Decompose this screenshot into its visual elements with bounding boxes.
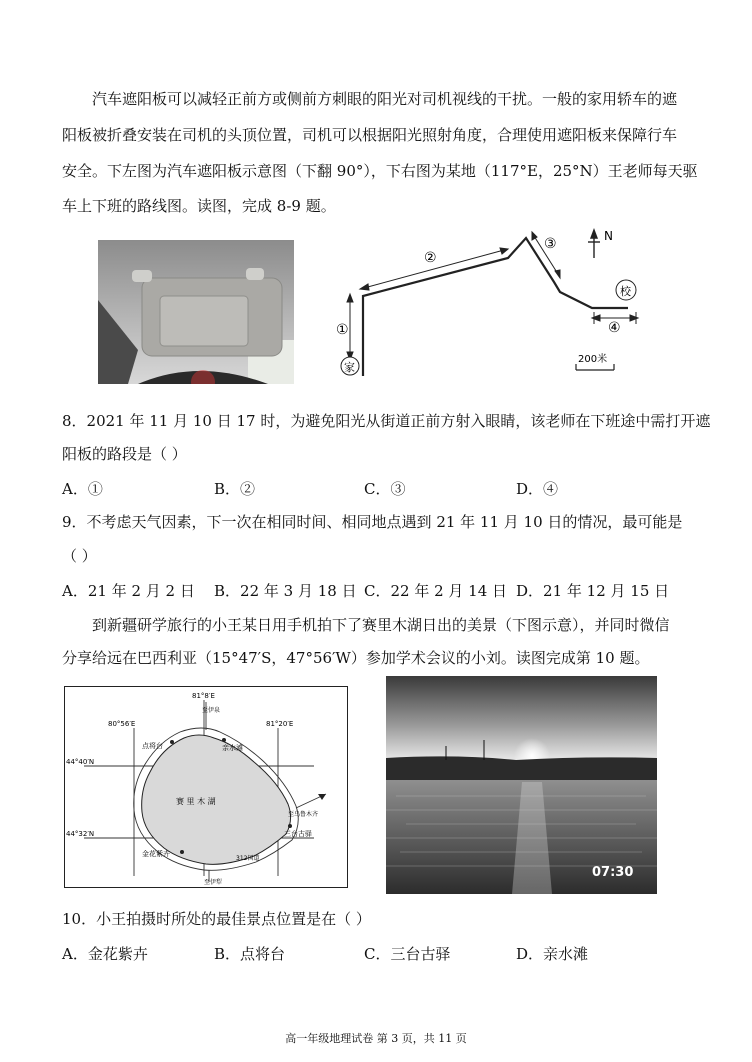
q10-option-b[interactable]: B．点将台 — [214, 945, 286, 963]
intro1-line-1: 汽车遮阳板可以减轻正前方或侧前方刺眼的阳光对司机视线的干扰。一般的家用轿车的遮 — [92, 90, 678, 108]
intro2-line-2: 分享给远在巴西利亚（15°47′S，47°56′W）参加学术会议的小刘。读图完成第 10 题。 — [62, 649, 650, 667]
segment-2-label: ② — [424, 250, 437, 266]
q9-line-1: 9．不考虑天气因素，下一次在相同时间、相同地点遇到 21 年 11 月 10 日的情况，最可能是 — [62, 513, 683, 531]
q9-line-2: （ ） — [62, 547, 97, 565]
intro1-line-2: 阳板被折叠安装在司机的头顶位置，司机可以根据阳光照射角度，合理使用遮阳板来保障行车 — [62, 126, 678, 144]
point-jinhuazihui — [180, 850, 184, 854]
q9-option-d[interactable]: D．21 年 12 月 15 日 — [516, 582, 670, 600]
q10-option-a[interactable]: A．金花紫卉 — [62, 945, 148, 963]
intro2-line-1: 到新疆研学旅行的小王某日用手机拍下了赛里木湖日出的美景（下图示意），并同时微信 — [92, 616, 670, 634]
lon-label-2: 80°56′E — [108, 720, 136, 728]
photo-time-label: 07:30 — [592, 865, 634, 880]
north-arrow-icon — [588, 230, 600, 258]
place-to-urumqi: 至乌鲁木齐 — [288, 811, 319, 818]
place-dianjiangtai: 点将台 — [142, 742, 163, 750]
q8-option-c[interactable]: C．③ — [364, 480, 406, 498]
home-label: 家 — [344, 361, 355, 374]
place-jinhuazihui: 金花紫卉 — [142, 850, 170, 858]
q8-line-1: 8．2021 年 11 月 10 日 17 时，为避免阳光从街道正前方射入眼睛，该老师在下班途中需打开遮 — [62, 412, 711, 430]
segment-1-label: ① — [336, 322, 349, 338]
school-label: 校 — [620, 285, 631, 298]
q10-option-c[interactable]: C．三台古驿 — [364, 945, 451, 963]
q10-option-d[interactable]: D．亲水滩 — [516, 945, 589, 963]
q8-option-a[interactable]: A．① — [62, 480, 103, 498]
q9-option-a[interactable]: A．21 年 2 月 2 日 — [62, 582, 195, 600]
sun-visor-photo — [98, 240, 294, 384]
lake-name: 赛 里 木 湖 — [176, 797, 216, 806]
lake-map — [64, 686, 348, 888]
place-santaiguyi: 三台古驿 — [284, 830, 312, 838]
segment-4-label: ④ — [608, 320, 621, 336]
q8-option-b[interactable]: B．② — [214, 480, 256, 498]
q10-line-1: 10．小王拍摄时所处的最佳景点位置是在（ ） — [62, 910, 371, 928]
place-highway-312: 312国道 — [236, 855, 260, 862]
place-north-road: 至伊泉 — [202, 707, 221, 714]
point-santaiguyi — [288, 824, 292, 828]
q9-option-b[interactable]: B．22 年 3 月 18 日 — [214, 582, 357, 600]
place-qinshuitan: 亲水滩 — [222, 744, 243, 752]
lat-label-1: 44°40′N — [66, 758, 95, 766]
route-map — [330, 226, 660, 386]
point-qinshuitan — [222, 738, 226, 742]
point-dianjiangtai — [170, 740, 174, 744]
segment-3-label: ③ — [544, 236, 557, 252]
q9-option-c[interactable]: C．22 年 2 月 14 日 — [364, 582, 508, 600]
lat-label-2: 44°32′N — [66, 830, 95, 838]
q8-line-2: 阳板的路段是（ ） — [62, 445, 187, 463]
intro1-line-3: 安全。下左图为汽车遮阳板示意图（下翻 90°），下右图为某地（117°E，25°N）王老师每天驱 — [62, 162, 698, 180]
place-to-yili: 至伊犁 — [204, 879, 223, 886]
scale-label: 200米 — [578, 354, 608, 365]
sunrise-photo — [386, 676, 657, 894]
lon-label-1: 81°8′E — [192, 692, 215, 700]
q8-option-d[interactable]: D．④ — [516, 480, 559, 498]
page-footer: 高一年级地理试卷 第 3 页，共 11 页 — [285, 1032, 467, 1045]
lon-label-3: 81°20′E — [266, 720, 294, 728]
intro1-line-4: 车上下班的路线图。读图，完成 8-9 题。 — [62, 197, 336, 215]
north-label: N — [604, 229, 613, 243]
